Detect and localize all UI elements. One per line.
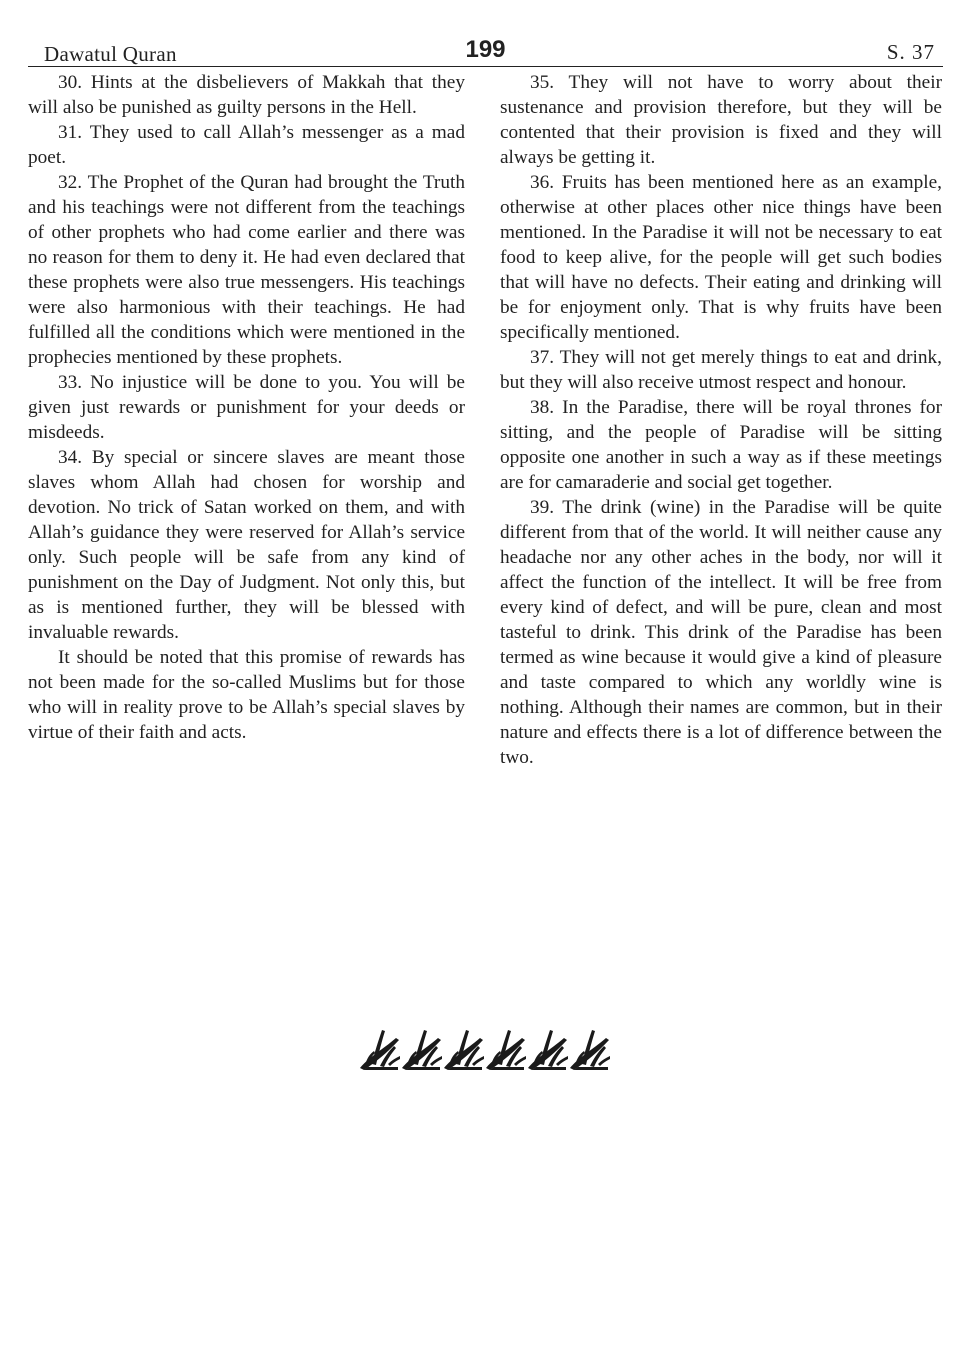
page-number: 199 <box>465 36 506 63</box>
surah-label: S. 37 <box>886 40 935 64</box>
note-33: 33. No injustice will be done to you. You will be given just rewards or punishment for your deeds or misdeeds. <box>28 372 465 443</box>
calligraphic-leaf-ornament-icon <box>358 1024 616 1074</box>
note-35: 35. They will not have to worry about their sustenance and provision therefore, but they will be contented that their provision is fixed and they will always be getting it. <box>500 72 942 168</box>
note-30: 30. Hints at the disbelievers of Makkah that they will also be punished as guilty persons in the Hell. <box>28 72 465 118</box>
note-31: 31. They used to call Allah’s messenger as a mad poet. <box>28 122 465 168</box>
note-39: 39. The drink (wine) in the Paradise will be quite different from that of the world. It will neither cause any headache nor any other aches in the body, nor will it affect the function of the intellect. It will be free from every kind of defect, and will be pure, clean and most tasteful to drink. This drink of the Paradise has been termed as wine because it would give a kind of pleasure and taste compared to which any worldly wine is nothing. Although their names are common, but in their nature and effects there is a lot of difference between the two. <box>500 497 942 768</box>
note-34-continued: It should be noted that this promise of rewards has not been made for the so-called Muslims but for those who will in reality prove to be Allah’s special slaves by virtue of their faith and acts. <box>28 647 465 743</box>
note-38: 38. In the Paradise, there will be royal thrones for sitting, and the people of Paradise will be sitting opposite one another in such a way as if these meetings are for camaraderie and social get together. <box>500 397 942 493</box>
note-34: 34. By special or sincere slaves are meant those slaves whom Allah had chosen for worship and devotion. No trick of Satan worked on them, and with Allah’s guidance they were reserved for Allah’s service only. Such people will be safe from any kind of punishment on the Day of Judgment. Not only this, but as is mentioned further, they will be blessed with invaluable rewards. <box>28 447 465 643</box>
note-37: 37. They will not get merely things to eat and drink, but they will also receive utmost respect and honour. <box>500 347 942 393</box>
book-title: Dawatul Quran <box>44 42 177 66</box>
note-36: 36. Fruits has been mentioned here as an example, otherwise at other places other nice things have been mentioned. In the Paradise it will not be necessary to eat food to keep alive, for the people will get such bodies that will have no defects. Their eating and drinking will be for enjoyment only. That is why fruits have been specifically mentioned. <box>500 172 942 343</box>
note-32: 32. The Prophet of the Quran had brought the Truth and his teachings were not different from the teachings of other prophets who had come earlier and there was no reason for them to deny it. He had even declared that these prophets were also true messengers. His teachings were also harmonious with their teachings. He had fulfilled all the conditions which were mentioned in the prophecies mentioned by these prophets. <box>28 172 465 368</box>
right-column <box>500 70 942 770</box>
left-column <box>28 70 465 745</box>
page-header <box>28 36 943 67</box>
